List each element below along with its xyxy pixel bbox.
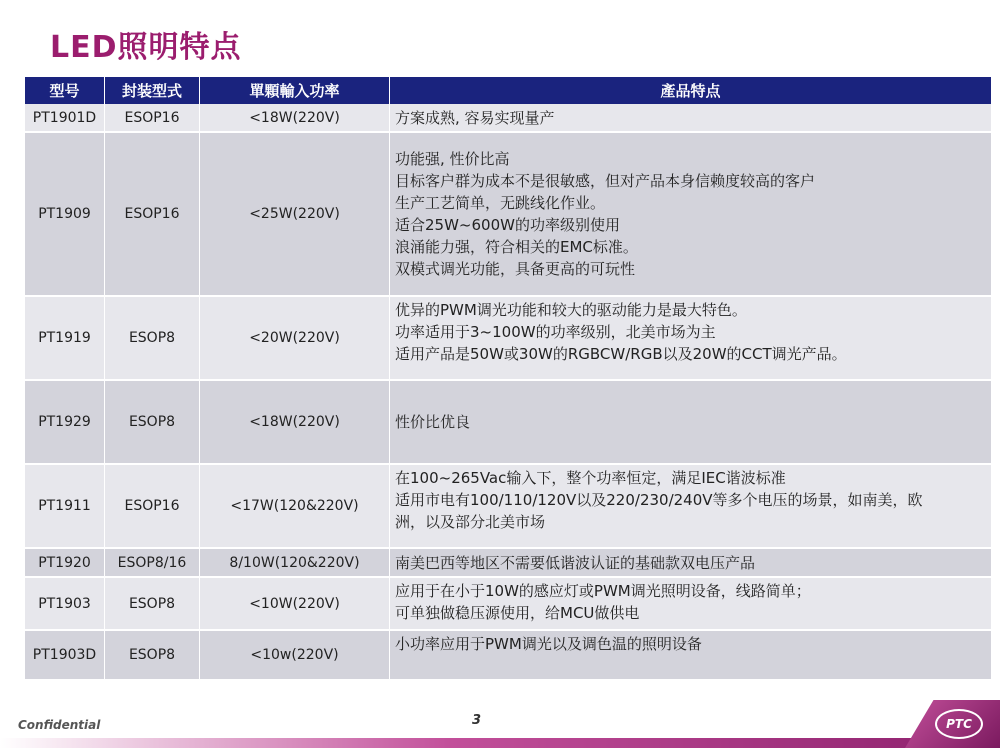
cell-power: <20W(220V) bbox=[200, 297, 390, 381]
header-model: 型号 bbox=[25, 77, 105, 104]
slide-title: LED照明特点 bbox=[50, 30, 242, 65]
cell-package: ESOP16 bbox=[105, 104, 200, 133]
table-row bbox=[25, 465, 991, 549]
cell-features bbox=[390, 133, 991, 297]
header-power: 單顆輸入功率 bbox=[200, 77, 390, 104]
cell-model: PT1911 bbox=[25, 465, 105, 549]
table-row bbox=[25, 631, 991, 681]
ptc-logo: PTC bbox=[935, 709, 983, 739]
cell-features bbox=[390, 465, 991, 549]
table-row bbox=[25, 104, 991, 133]
page-number: 3 bbox=[472, 713, 482, 728]
cell-features bbox=[390, 297, 991, 381]
feature-line: 洲，以及部分北美市场 bbox=[395, 513, 546, 531]
header-package: 封装型式 bbox=[105, 77, 200, 104]
bottom-gradient-band bbox=[0, 738, 1000, 748]
cell-features bbox=[390, 549, 991, 578]
cell-power: <10w(220V) bbox=[200, 631, 390, 681]
product-spec-table bbox=[25, 77, 991, 681]
cell-package: ESOP8/16 bbox=[105, 549, 200, 578]
feature-line: 双模式调光功能，具备更高的可玩性 bbox=[395, 260, 636, 278]
cell-package: ESOP8 bbox=[105, 297, 200, 381]
cell-model: PT1920 bbox=[25, 549, 105, 578]
cell-package: ESOP8 bbox=[105, 631, 200, 681]
cell-power: 8/10W(120&220V) bbox=[200, 549, 390, 578]
feature-line: 功率适用于3~100W的功率级别，北美市场为主 bbox=[395, 323, 716, 341]
table-header-row bbox=[25, 77, 991, 104]
table-row bbox=[25, 381, 991, 465]
cell-package: ESOP8 bbox=[105, 381, 200, 465]
confidential-label: Confidential bbox=[18, 718, 101, 732]
cell-features bbox=[390, 631, 991, 681]
cell-power: <10W(220V) bbox=[200, 578, 390, 631]
feature-line: 浪涌能力强，符合相关的EMC标准。 bbox=[395, 238, 638, 256]
cell-power: <17W(120&220V) bbox=[200, 465, 390, 549]
cell-features bbox=[390, 104, 991, 133]
cell-power: <18W(220V) bbox=[200, 104, 390, 133]
cell-model: PT1901D bbox=[25, 104, 105, 133]
table-row bbox=[25, 549, 991, 578]
feature-line: 目标客户群为成本不是很敏感，但对产品本身信赖度较高的客户 bbox=[395, 172, 816, 190]
cell-model: PT1929 bbox=[25, 381, 105, 465]
cell-power: <25W(220V) bbox=[200, 133, 390, 297]
cell-model: PT1909 bbox=[25, 133, 105, 297]
cell-model: PT1919 bbox=[25, 297, 105, 381]
feature-line: 生产工艺简单，无跳线化作业。 bbox=[395, 194, 606, 212]
feature-line: 在100~265Vac输入下，整个功率恒定，满足IEC谐波标准 bbox=[395, 469, 786, 487]
cell-model: PT1903D bbox=[25, 631, 105, 681]
feature-line: 功能强, 性价比高 bbox=[395, 150, 510, 168]
table-row bbox=[25, 578, 991, 631]
feature-line: 小功率应用于PWM调光以及调色温的照明设备 bbox=[395, 635, 702, 653]
feature-line: 方案成熟, 容易实现量产 bbox=[395, 108, 555, 127]
feature-line: 适用产品是50W或30W的RGBCW/RGB以及20W的CCT调光产品。 bbox=[395, 345, 847, 363]
feature-line: 应用于在小于10W的感应灯或PWM调光照明设备，线路简单； bbox=[395, 582, 811, 600]
cell-model: PT1903 bbox=[25, 578, 105, 631]
cell-package: ESOP16 bbox=[105, 133, 200, 297]
feature-line: 性价比优良 bbox=[395, 413, 471, 431]
feature-line: 适用市电有100/110/120V以及220/230/240V等多个电压的场景，如南美，欧 bbox=[395, 491, 923, 509]
feature-line: 优异的PWM调光功能和较大的驱动能力是最大特色。 bbox=[395, 301, 747, 319]
cell-features bbox=[390, 578, 991, 631]
header-features: 產品特点 bbox=[390, 77, 991, 104]
feature-line: 南美巴西等地区不需要低谐波认证的基础款双电压产品 bbox=[395, 553, 756, 572]
cell-power: <18W(220V) bbox=[200, 381, 390, 465]
table-row bbox=[25, 133, 991, 297]
cell-package: ESOP8 bbox=[105, 578, 200, 631]
feature-line: 可单独做稳压源使用，给MCU做供电 bbox=[395, 604, 640, 622]
cell-package: ESOP16 bbox=[105, 465, 200, 549]
feature-line: 适合25W~600W的功率级别使用 bbox=[395, 216, 620, 234]
table-row bbox=[25, 297, 991, 381]
cell-features bbox=[390, 381, 991, 465]
